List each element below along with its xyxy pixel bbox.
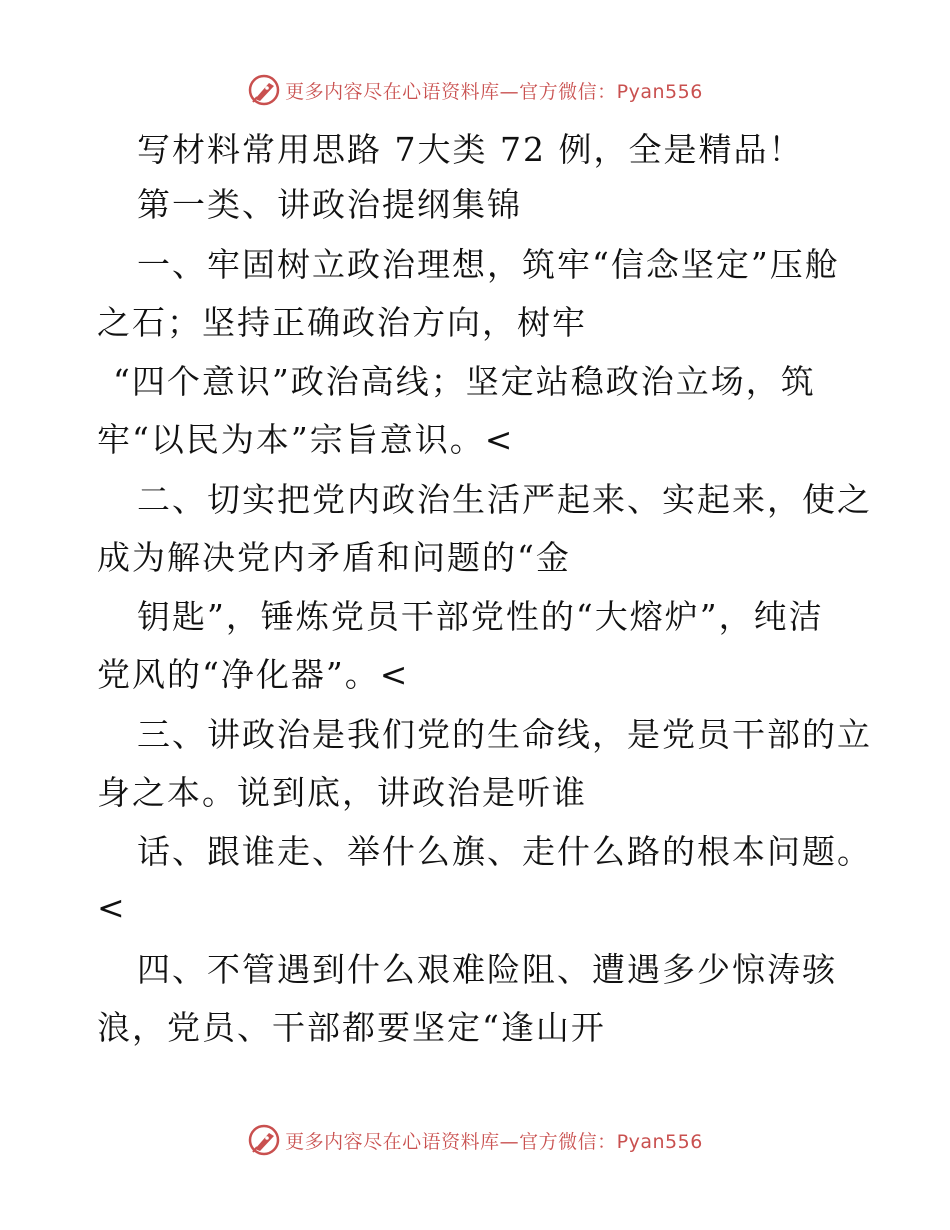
pen-nib-logo-icon [247, 1123, 281, 1157]
document-title: 写材料常用思路 7大类 72 例，全是精品！ [137, 130, 804, 169]
footer-watermark-text: 更多内容尽在心语资料库—官方微信：Pyan556 [285, 1130, 703, 1153]
paragraph-line: 之石；坚持正确政治方向，树牢 [97, 303, 587, 342]
section-heading: 第一类、讲政治提纲集锦 [137, 185, 522, 224]
paragraph-line: 成为解决党内矛盾和问题的“金 [97, 538, 571, 577]
footer-watermark [0, 1120, 950, 1160]
paragraph-line: 党风的“净化器”。< [97, 655, 410, 694]
paragraph-line: “四个意识”政治高线；坚定站稳政治立场，筑 [113, 362, 816, 401]
paragraph-line: < [97, 888, 127, 927]
paragraph-line: 三、讲政治是我们党的生命线，是党员干部的立 [137, 715, 872, 754]
paragraph-line: 身之本。说到底，讲政治是听谁 [97, 773, 587, 812]
paragraph-line: 话、跟谁走、举什么旗、走什么路的根本问题。 [137, 832, 872, 871]
paragraph-line: 牢“以民为本”宗旨意识。< [97, 420, 515, 459]
paragraph-line: 钥匙”，锤炼党员干部党性的“大熔炉”，纯洁 [137, 597, 824, 636]
paragraph-line: 二、切实把党内政治生活严起来、实起来，使之 [137, 480, 872, 519]
paragraph-line: 浪，党员、干部都要坚定“逢山开 [97, 1008, 606, 1047]
paragraph-line: 四、不管遇到什么艰难险阻、遭遇多少惊涛骇 [137, 950, 837, 989]
paragraph-line: 一、牢固树立政治理想，筑牢“信念坚定”压舱 [137, 245, 840, 284]
header-watermark-text: 更多内容尽在心语资料库—官方微信：Pyan556 [285, 80, 703, 103]
header-watermark [0, 70, 950, 110]
pen-nib-logo-icon [247, 73, 281, 107]
